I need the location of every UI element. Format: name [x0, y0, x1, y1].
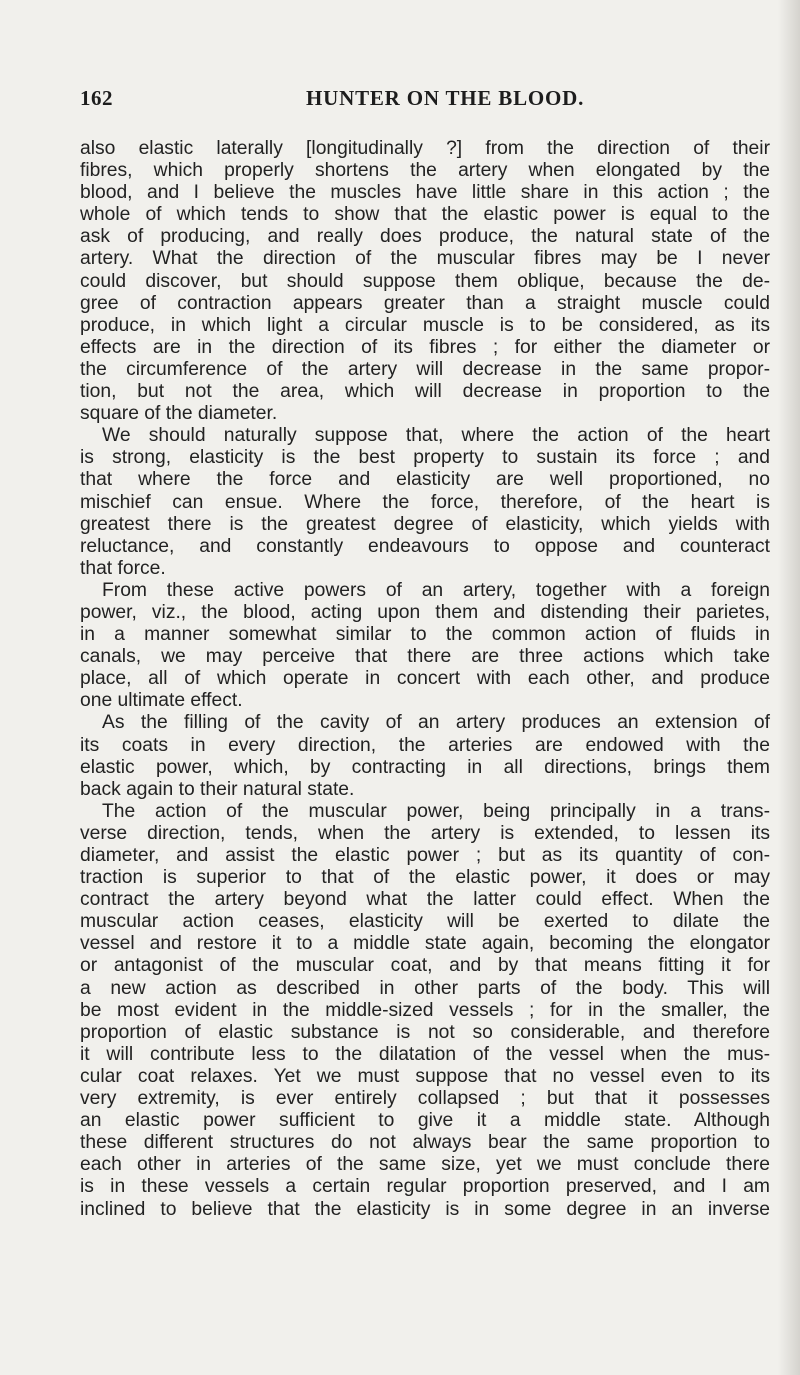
text-line: an elastic power sufficient to give it a middle state. Although	[80, 1110, 770, 1132]
text-line: could discover, but should suppose them oblique, because the de-	[80, 270, 770, 292]
text-line: verse direction, tends, when the artery is extended, to lessen its	[80, 822, 770, 844]
text-line: back again to their natural state.	[80, 778, 355, 800]
text-line: diameter, and assist the elastic power ; but as its quantity of con-	[80, 845, 770, 866]
text-line: proportion of elastic substance is not so considerable, and therefore	[80, 1021, 770, 1043]
text-line: power, viz., the blood, acting upon them and distending their parietes,	[80, 601, 770, 623]
text-line: whole of which tends to show that the elastic power is equal to the	[80, 204, 770, 226]
text-line: blood, and I believe the muscles have little share in this action ; the	[80, 182, 770, 204]
text-line: these different structures do not always bear the same proportion to	[80, 1132, 770, 1154]
page-number: 162	[80, 86, 113, 110]
text-line: ask of producing, and really does produce, the natural state of the	[80, 226, 770, 248]
text-line: one ultimate effect.	[80, 690, 243, 712]
text-line: artery. What the direction of the muscular fibres may be I never	[80, 248, 770, 270]
text-line: elastic power, which, by contracting in all directions, brings them	[80, 756, 770, 778]
text-line: gree of contraction appears greater than a straight muscle could	[80, 292, 770, 314]
text-line: square of the diameter.	[80, 403, 278, 425]
running-head	[80, 86, 770, 116]
text-line: contract the artery beyond what the latter could effect. When the	[80, 889, 770, 911]
text-line: effects are in the direction of its fibres ; for either the diameter or	[80, 336, 770, 358]
text-line: tion, but not the area, which will decrease in proportion to the	[80, 381, 770, 403]
text-line: fibres, which properly shortens the artery when elongated by the	[80, 160, 770, 182]
body-text	[80, 138, 770, 1221]
text-line: We should naturally suppose that, where the action of the heart	[102, 425, 770, 447]
text-line: is strong, elasticity is the best property to sustain its force ; and	[80, 447, 770, 469]
text-line: inclined to believe that the elasticity is in some degree in an inverse	[80, 1198, 770, 1220]
text-line: also elastic laterally [longitudinally ?] from the direction of their	[80, 138, 770, 159]
text-line: cular coat relaxes. Yet we must suppose that no vessel even to its	[80, 1065, 770, 1087]
text-line: each other in arteries of the same size, yet we must conclude there	[80, 1154, 770, 1176]
text-line: muscular action ceases, elasticity will be exerted to dilate the	[80, 911, 770, 933]
text-line: mischief can ensue. Where the force, therefore, of the heart is	[80, 491, 770, 513]
text-line: it will contribute less to the dilatation of the vessel when the mus-	[80, 1043, 770, 1065]
text-line: a new action as described in other parts of the body. This will	[80, 977, 770, 999]
text-line: As the filling of the cavity of an artery produces an extension of	[102, 712, 770, 734]
text-line: greatest there is the greatest degree of elasticity, which yields with	[80, 513, 770, 535]
text-line: very extremity, is ever entirely collapsed ; but that it possesses	[80, 1088, 770, 1110]
text-line: its coats in every direction, the arteries are endowed with the	[80, 734, 770, 756]
text-line: the circumference of the artery will decrease in the same propor-	[80, 358, 770, 380]
text-line: reluctance, and constantly endeavours to oppose and counteract	[80, 535, 770, 557]
text-line: is in these vessels a certain regular proportion preserved, and I am	[80, 1176, 770, 1198]
text-line: that force.	[80, 557, 166, 579]
text-line: traction is superior to that of the elastic power, it does or may	[80, 867, 770, 889]
text-line: produce, in which light a circular muscle is to be considered, as its	[80, 314, 770, 336]
text-line: vessel and restore it to a middle state again, becoming the elongator	[80, 933, 770, 955]
text-line: be most evident in the middle-sized vessels ; for in the smaller, the	[80, 999, 770, 1021]
text-line: canals, we may perceive that there are three actions which take	[80, 646, 770, 668]
text-line: From these active powers of an artery, together with a foreign	[102, 579, 770, 601]
page-edge-shadow	[778, 0, 800, 1375]
text-line: place, all of which operate in concert with each other, and produce	[80, 668, 770, 690]
text-line: The action of the muscular power, being principally in a trans-	[102, 800, 770, 822]
text-line: that where the force and elasticity are well proportioned, no	[80, 469, 770, 491]
running-title: HUNTER ON THE BLOOD.	[306, 86, 585, 110]
text-line: in a manner somewhat similar to the common action of fluids in	[80, 624, 770, 646]
text-line: or antagonist of the muscular coat, and by that means fitting it for	[80, 955, 770, 977]
